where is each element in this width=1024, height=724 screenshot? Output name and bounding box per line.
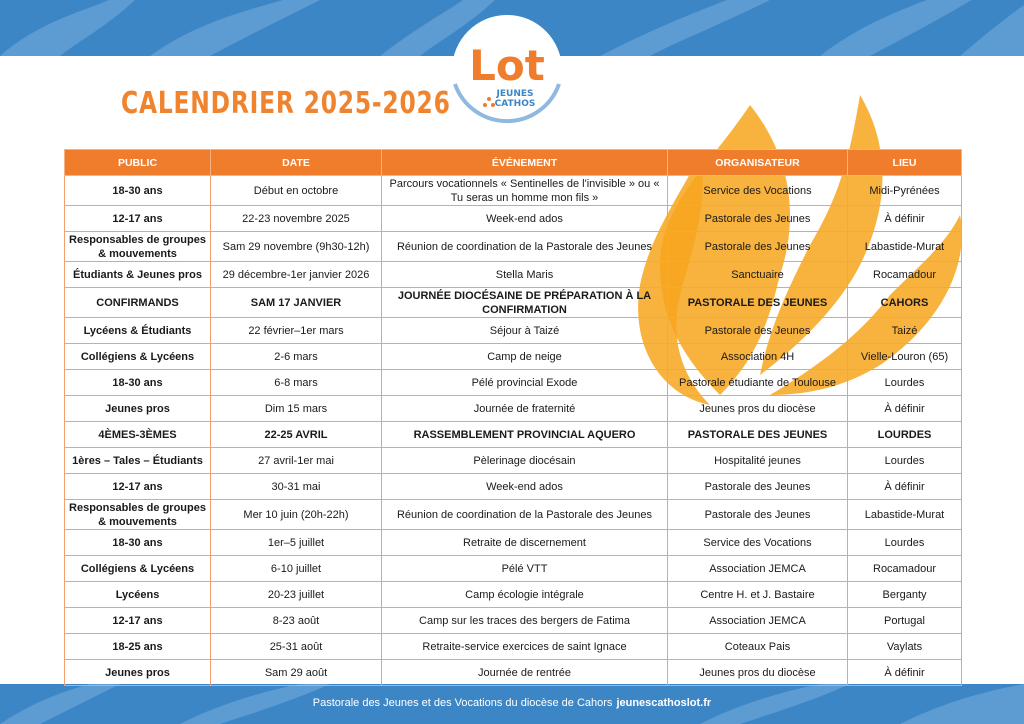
page-title: CALENDRIER 2025-2026 [121, 86, 451, 121]
cell-date: Sam 29 août [211, 660, 382, 686]
table-row-highlighted [65, 422, 962, 448]
cell-organizer: Centre H. et J. Bastaire [668, 582, 848, 608]
cell-public: Responsables de groupes & mouvements [65, 232, 211, 262]
cell-event: JOURNÉE DIOCÉSAINE DE PRÉPARATION À LA CONFIRMATION [382, 288, 668, 318]
cell-event: Camp écologie intégrale [382, 582, 668, 608]
cell-event: RASSEMBLEMENT PROVINCIAL AQUERO [382, 422, 668, 448]
cell-public: Étudiants & Jeunes pros [65, 262, 211, 288]
cell-organizer: Association JEMCA [668, 556, 848, 582]
cell-place: Midi-Pyrénées [848, 176, 962, 206]
cell-event: Réunion de coordination de la Pastorale des Jeunes [382, 232, 668, 262]
table-row [65, 206, 962, 232]
table-row [65, 232, 962, 262]
cell-date: Sam 29 novembre (9h30-12h) [211, 232, 382, 262]
header-place: LIEU [848, 150, 962, 176]
cell-date: 29 décembre-1er janvier 2026 [211, 262, 382, 288]
cell-place: À définir [848, 474, 962, 500]
cell-event: Parcours vocationnels « Sentinelles de l'invisible » ou « Tu seras un homme mon fils » [382, 176, 668, 206]
cell-public: CONFIRMANDS [65, 288, 211, 318]
cell-place: CAHORS [848, 288, 962, 318]
cell-date: 30-31 mai [211, 474, 382, 500]
footer-description: Pastorale des Jeunes et des Vocations du diocèse de Cahors [312, 697, 613, 709]
calendar-table [64, 149, 962, 686]
table-row [65, 660, 962, 686]
logo-line2: CATHOS [494, 99, 536, 109]
cell-event: Retraite-service exercices de saint Ignace [382, 634, 668, 660]
cell-organizer: Association JEMCA [668, 608, 848, 634]
cell-organizer: Association 4H [668, 344, 848, 370]
cell-date: 27 avril-1er mai [211, 448, 382, 474]
cell-event: Journée de fraternité [382, 396, 668, 422]
cell-organizer: Pastorale étudiante de Toulouse [668, 370, 848, 396]
cell-public: Collégiens & Lycéens [65, 556, 211, 582]
cell-organizer: Pastorale des Jeunes [668, 318, 848, 344]
cell-date: Début en octobre [211, 176, 382, 206]
logo [451, 14, 563, 130]
cell-public: Jeunes pros [65, 396, 211, 422]
cell-date: 22-25 AVRIL [211, 422, 382, 448]
table-row [65, 556, 962, 582]
cell-organizer: PASTORALE DES JEUNES [668, 422, 848, 448]
cell-public: Lycéens [65, 582, 211, 608]
cell-public: 18-30 ans [65, 530, 211, 556]
table-row [65, 608, 962, 634]
cell-place: LOURDES [848, 422, 962, 448]
cell-place: Lourdes [848, 448, 962, 474]
table-row [65, 262, 962, 288]
header-public: PUBLIC [65, 150, 211, 176]
cell-event: Séjour à Taizé [382, 318, 668, 344]
cell-public: 18-30 ans [65, 370, 211, 396]
cell-place: Berganty [848, 582, 962, 608]
cell-date: 6-8 mars [211, 370, 382, 396]
header-organizer: ORGANISATEUR [668, 150, 848, 176]
table-header [65, 150, 962, 176]
cell-organizer: Pastorale des Jeunes [668, 500, 848, 530]
cell-place: Lourdes [848, 530, 962, 556]
cell-date: SAM 17 JANVIER [211, 288, 382, 318]
cell-place: À définir [848, 206, 962, 232]
cell-place: Portugal [848, 608, 962, 634]
cell-public: 18-30 ans [65, 176, 211, 206]
cell-public: Responsables de groupes & mouvements [65, 500, 211, 530]
cell-event: Journée de rentrée [382, 660, 668, 686]
cell-organizer: Service des Vocations [668, 176, 848, 206]
table-row [65, 530, 962, 556]
cell-event: Camp sur les traces des bergers de Fatima [382, 608, 668, 634]
table-row [65, 370, 962, 396]
cell-organizer: Sanctuaire [668, 262, 848, 288]
cell-place: Vaylats [848, 634, 962, 660]
cell-place: À définir [848, 660, 962, 686]
logo-line1: JEUNES [496, 89, 534, 99]
cell-public: 12-17 ans [65, 608, 211, 634]
table-row [65, 582, 962, 608]
footer-website-link[interactable]: jeunescathoslot.fr [616, 697, 712, 709]
cell-place: Vielle-Louron (65) [848, 344, 962, 370]
cell-event: Retraite de discernement [382, 530, 668, 556]
table-row [65, 396, 962, 422]
table-row [65, 344, 962, 370]
table-row [65, 500, 962, 530]
cell-organizer: Jeunes pros du diocèse [668, 396, 848, 422]
cell-date: 25-31 août [211, 634, 382, 660]
cell-event: Réunion de coordination de la Pastorale des Jeunes [382, 500, 668, 530]
cell-event: Pélé provincial Exode [382, 370, 668, 396]
cell-date: 8-23 août [211, 608, 382, 634]
cell-public: 12-17 ans [65, 474, 211, 500]
table-row [65, 634, 962, 660]
table-row-highlighted [65, 288, 962, 318]
cell-place: Labastide-Murat [848, 232, 962, 262]
cell-place: Labastide-Murat [848, 500, 962, 530]
cell-public: Collégiens & Lycéens [65, 344, 211, 370]
cell-place: Rocamadour [848, 556, 962, 582]
cell-organizer: Hospitalité jeunes [668, 448, 848, 474]
cell-organizer: Pastorale des Jeunes [668, 474, 848, 500]
cell-organizer: Service des Vocations [668, 530, 848, 556]
cell-public: 12-17 ans [65, 206, 211, 232]
cell-event: Week-end ados [382, 474, 668, 500]
cell-event: Stella Maris [382, 262, 668, 288]
header-date: DATE [211, 150, 382, 176]
cell-public: 1ères – Tales – Étudiants [65, 448, 211, 474]
cell-public: Lycéens & Étudiants [65, 318, 211, 344]
cell-public: 18-25 ans [65, 634, 211, 660]
cell-place: Rocamadour [848, 262, 962, 288]
cell-public: Jeunes pros [65, 660, 211, 686]
cell-date: Dim 15 mars [211, 396, 382, 422]
cell-organizer: Jeunes pros du diocèse [668, 660, 848, 686]
cell-date: 20-23 juillet [211, 582, 382, 608]
cell-date: 1er–5 juillet [211, 530, 382, 556]
table-row [65, 176, 962, 206]
cell-date: 2-6 mars [211, 344, 382, 370]
cell-event: Week-end ados [382, 206, 668, 232]
cell-organizer: Pastorale des Jeunes [668, 206, 848, 232]
cell-event: Camp de neige [382, 344, 668, 370]
table-row [65, 474, 962, 500]
cell-date: 22 février–1er mars [211, 318, 382, 344]
header-event: ÉVÉNEMENT [382, 150, 668, 176]
cell-public: 4ÈMES-3ÈMES [65, 422, 211, 448]
cell-organizer: Pastorale des Jeunes [668, 232, 848, 262]
cell-date: 22-23 novembre 2025 [211, 206, 382, 232]
cell-date: Mer 10 juin (20h-22h) [211, 500, 382, 530]
cell-event: Pélé VTT [382, 556, 668, 582]
footer-text [0, 697, 1024, 709]
table-row [65, 318, 962, 344]
cell-place: Lourdes [848, 370, 962, 396]
cell-date: 6-10 juillet [211, 556, 382, 582]
cell-place: Taizé [848, 318, 962, 344]
cell-organizer: Coteaux Pais [668, 634, 848, 660]
cell-organizer: PASTORALE DES JEUNES [668, 288, 848, 318]
cell-event: Pèlerinage diocésain [382, 448, 668, 474]
cell-place: À définir [848, 396, 962, 422]
table-row [65, 448, 962, 474]
logo-word: Lot [469, 41, 545, 90]
